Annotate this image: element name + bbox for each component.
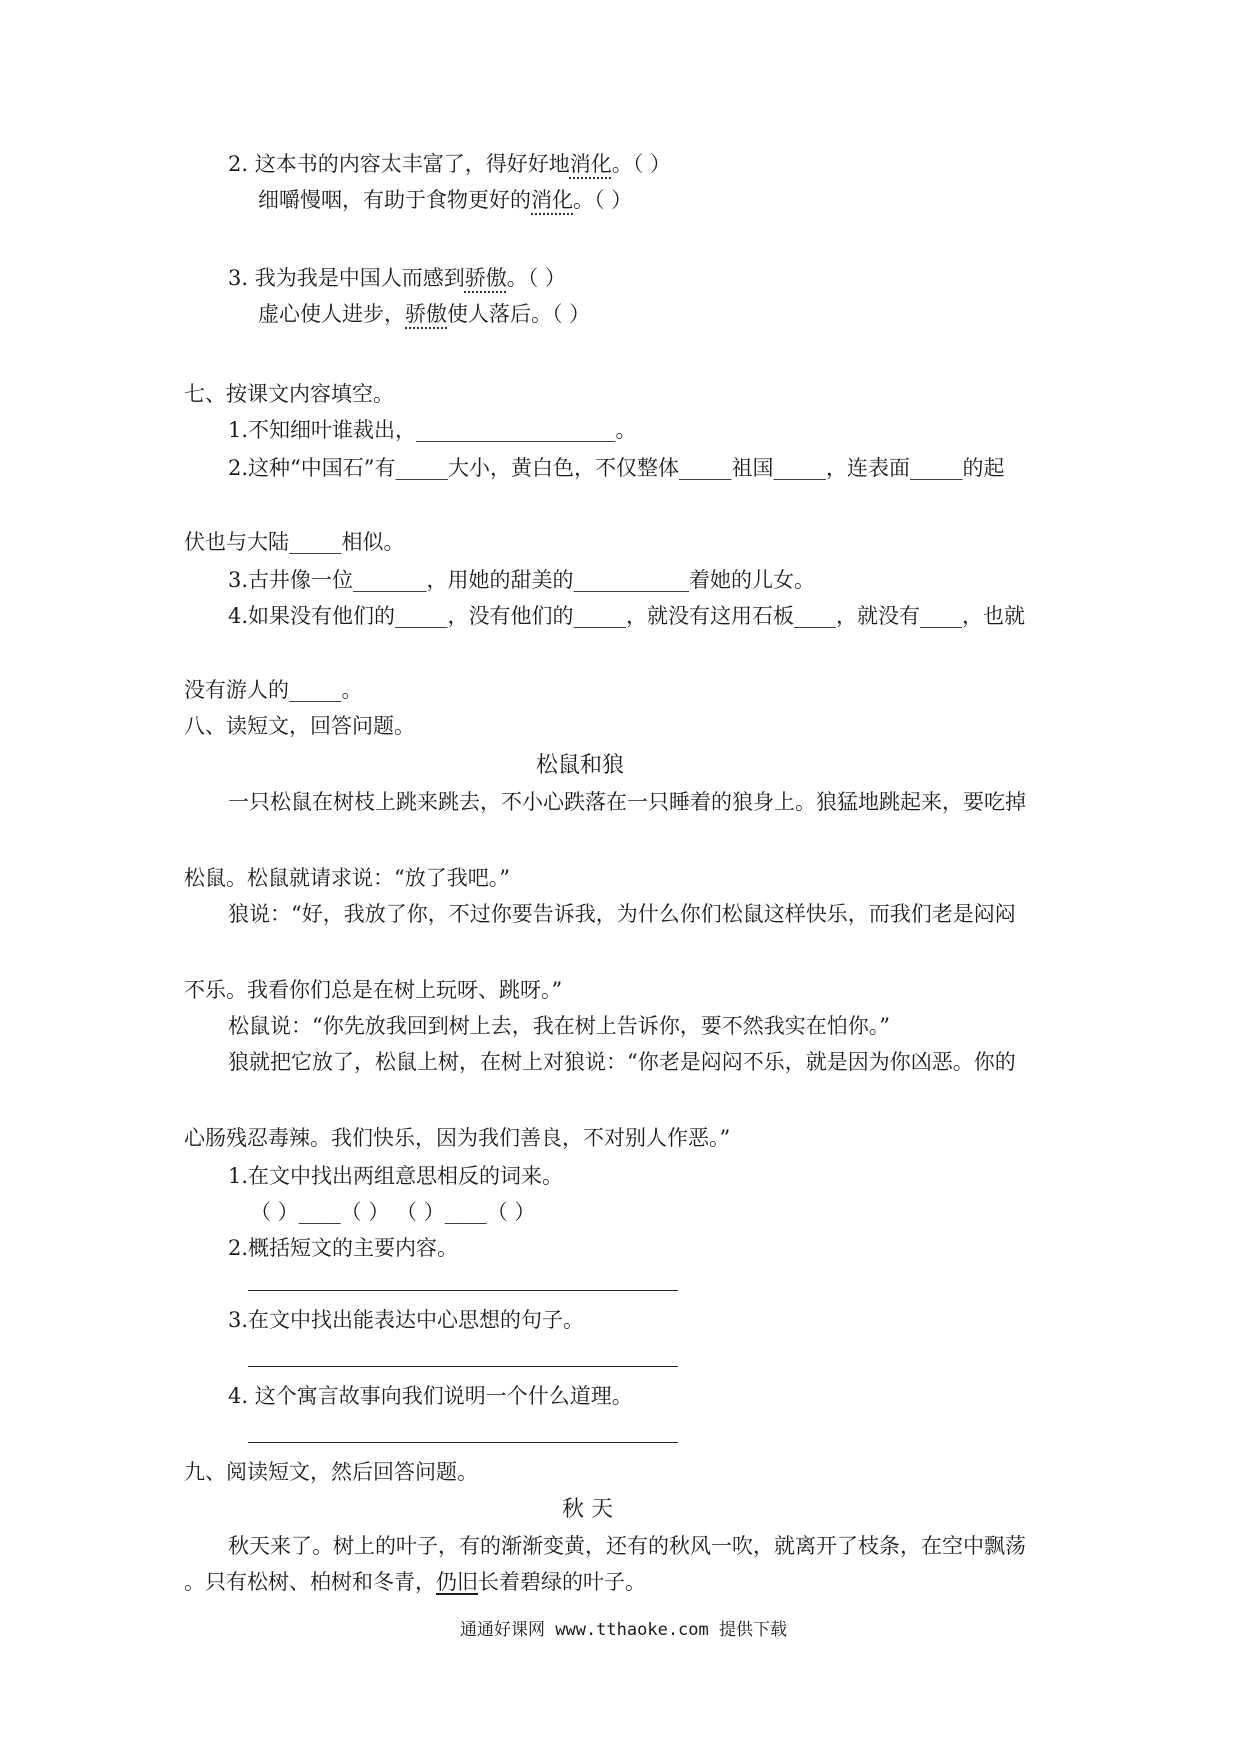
section7-heading: 七、按课文内容填空。 bbox=[184, 382, 394, 406]
passage-title: 松鼠和狼 bbox=[536, 753, 625, 778]
q6-2-emph-word-2: 消化 bbox=[531, 188, 573, 212]
q6-3-line1 bbox=[228, 264, 566, 292]
q8-1-answer-blanks[interactable]: （ ）____（ ） （ ）____（ ） bbox=[250, 1200, 536, 1224]
q7-3: 3.古井像一位_______，用她的甜美的___________着她的儿女。 bbox=[228, 568, 816, 592]
passage-p1-line1: 一只松鼠在树枝上跳来跳去，不小心跌落在一只睡着的狼身上。狼猛地跳起来，要吃掉 bbox=[228, 790, 1026, 814]
passage-p2-line1: 狼说：“好，我放了你，不过你要告诉我，为什么你们松鼠这样快乐，而我们老是闷闷 bbox=[228, 902, 1016, 926]
q6-3-line2-answer-paren: 使人落后。（ ） bbox=[447, 302, 591, 326]
q8-1: 1.在文中找出两组意思相反的词来。 bbox=[228, 1164, 564, 1188]
passage-p4-line1: 狼就把它放了，松鼠上树，在树上对狼说：“你老是闷闷不乐，就是因为你凶恶。你的 bbox=[228, 1050, 1016, 1074]
q7-1: 1.不知细叶谁裁出，___________________。 bbox=[228, 418, 637, 442]
q6-3-emph-word-1: 骄傲 bbox=[464, 266, 507, 290]
q7-4-line2: 没有游人的_____。 bbox=[184, 678, 363, 702]
q6-2-line1-text: 2. 这本书的内容太丰富了，得好好地 bbox=[228, 152, 570, 176]
q8-3-answer-line[interactable] bbox=[248, 1366, 678, 1367]
q6-3-line1-text: 3. 我为我是中国人而感到 bbox=[228, 266, 465, 290]
q8-4: 4. 这个寓言故事向我们说明一个什么道理。 bbox=[228, 1384, 633, 1408]
q6-2-line2-text: 细嚼慢咽，有助于食物更好的 bbox=[258, 188, 531, 212]
q6-3-emph-word-2: 骄傲 bbox=[405, 302, 447, 326]
autumn-p1-line2-text: 。只有松树、柏树和冬青， bbox=[184, 1570, 436, 1594]
q8-2-answer-line[interactable] bbox=[248, 1290, 678, 1291]
q8-2: 2.概括短文的主要内容。 bbox=[228, 1236, 459, 1260]
autumn-title: 秋 天 bbox=[562, 1497, 613, 1522]
underlined-word: 仍旧 bbox=[436, 1570, 478, 1594]
passage-p1-line2: 松鼠。松鼠就请求说：“放了我吧。” bbox=[184, 866, 510, 890]
q7-4-line1: 4.如果没有他们的_____，没有他们的_____，就没有这用石板____，就没有____，也就 bbox=[228, 604, 1026, 628]
autumn-p1-line2 bbox=[184, 1568, 646, 1596]
q7-2-line1: 2.这种“中国石”有_____大小，黄白色，不仅整体_____祖国_____，连表面_____的起 bbox=[228, 456, 1005, 480]
q6-2-line1 bbox=[228, 150, 671, 178]
passage-p4-line2: 心肠残忍毒辣。我们快乐，因为我们善良，不对别人作恶。” bbox=[184, 1126, 731, 1150]
q8-3: 3.在文中找出能表达中心思想的句子。 bbox=[228, 1308, 585, 1332]
passage-p2-line2: 不乐。我看你们总是在树上玩呀、跳呀。” bbox=[184, 978, 563, 1002]
q6-2-line2-answer-paren: 。（ ） bbox=[573, 188, 633, 212]
section9-heading: 九、阅读短文，然后回答问题。 bbox=[184, 1460, 478, 1484]
q6-3-line2-text: 虚心使人进步， bbox=[258, 302, 405, 326]
q7-2-line2: 伏也与大陆_____相似。 bbox=[184, 530, 405, 554]
q6-2-line1-answer-paren: 。（ ） bbox=[611, 152, 671, 176]
passage-p3: 松鼠说：“你先放我回到树上去，我在树上告诉你，要不然我实在怕你。” bbox=[228, 1014, 890, 1038]
autumn-p1-line1: 秋天来了。树上的叶子，有的渐渐变黄，还有的秋风一吹，就离开了枝条，在空中飘荡 bbox=[228, 1534, 1026, 1558]
autumn-p1-line2-text-end: 长着碧绿的叶子。 bbox=[478, 1570, 646, 1594]
footer-credit: 通通好课网 www.tthaoke.com 提供下载 bbox=[460, 1620, 787, 1640]
q6-2-line2 bbox=[258, 186, 632, 214]
section8-heading: 八、读短文，回答问题。 bbox=[184, 714, 415, 738]
q6-2-emph-word-1: 消化 bbox=[569, 152, 612, 176]
q6-3-line2 bbox=[258, 300, 590, 328]
q6-3-line1-answer-paren: 。（ ） bbox=[506, 266, 566, 290]
q8-4-answer-line[interactable] bbox=[248, 1442, 678, 1443]
